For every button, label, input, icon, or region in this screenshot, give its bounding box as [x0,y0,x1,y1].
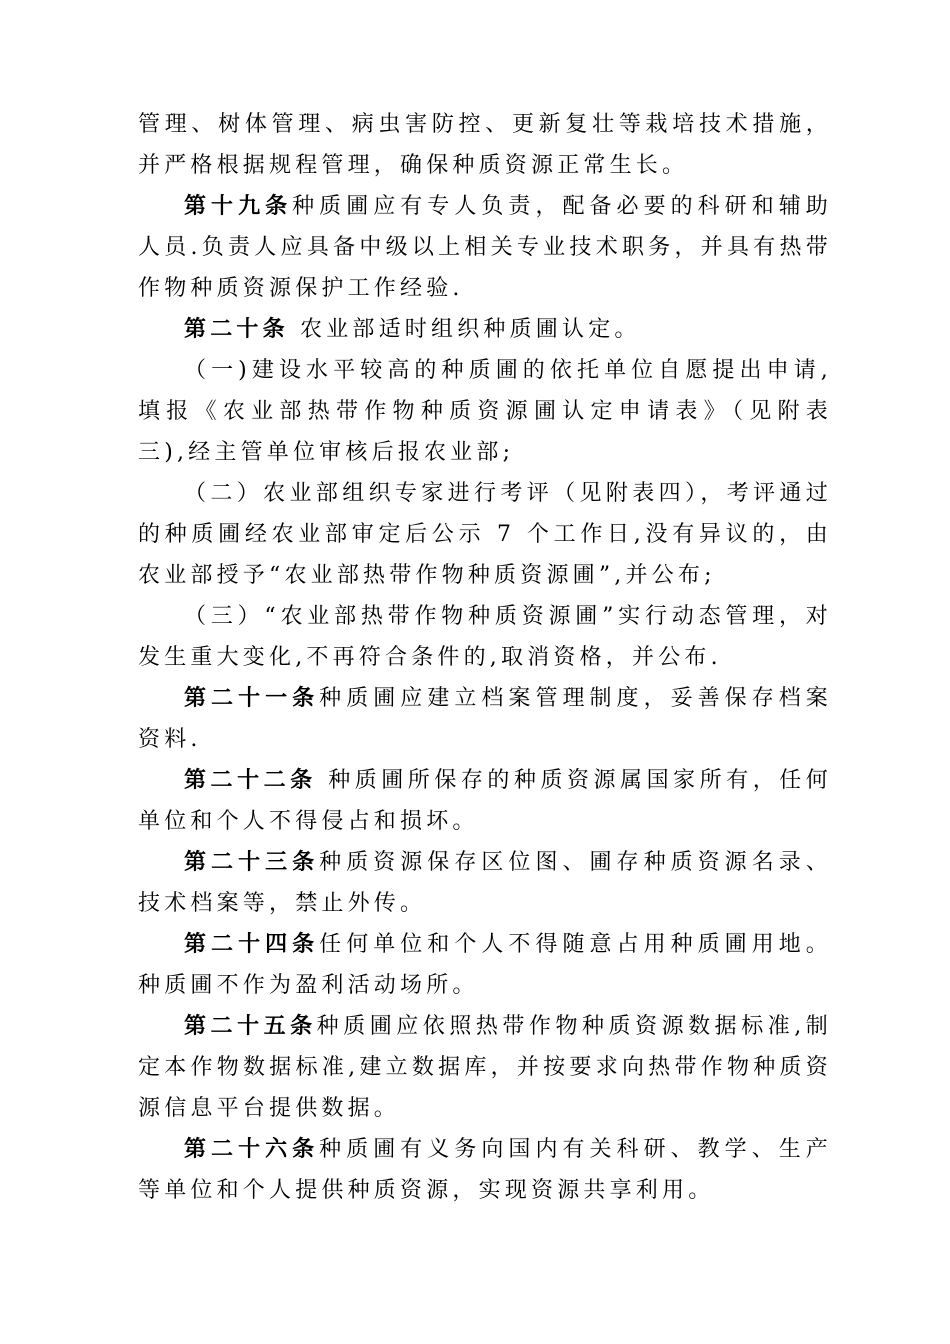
paragraph-text: 管理、树体管理、病虫害防控、更新复壮等栽培技术措施，并严格根据规程管理，确保种质资源正常生长。 [138,112,832,178]
article-heading: 第二十一条 [184,685,320,711]
paragraph-text: 种质圃有义务向国内有关科研、教学、生产等单位和个人提供种质资源，实现资源共享利用。 [138,1137,832,1203]
document-page [138,104,832,1211]
paragraph-text: （三）“农业部热带作物种质资源圃”实行动态管理，对发生重大变化,不再符合条件的,取消资格，并公布. [138,604,832,670]
paragraph-text: 种质圃应依照热带作物种质资源数据标准,制定本作物数据标准,建立数据库，并按要求向热带作物种质资源信息平台提供数据。 [138,1014,832,1121]
paragraph-item-1 [138,350,832,473]
paragraph-article-24 [138,924,832,1006]
paragraph-text: 种质资源保存区位图、圃存种质资源名录、技术档案等，禁止外传。 [138,850,832,916]
paragraph-text: 种质圃应有专人负责，配备必要的科研和辅助人员.负责人应具备中级以上相关专业技术职务，并具有热带作物种质资源保护工作经验. [138,194,832,301]
paragraph-text: （二）农业部组织专家进行考评（见附表四），考评通过的种质圃经农业部审定后公示 7 个工作日,没有异议的，由农业部授予“农业部热带作物种质资源圃”,并公布; [138,481,832,588]
article-heading: 第二十三条 [184,849,320,875]
paragraph-article-21 [138,678,832,760]
paragraph-article-22 [138,760,832,842]
article-heading: 第二十四条 [184,931,320,957]
paragraph-article-26 [138,1129,832,1211]
article-heading: 第二十二条 [184,767,317,793]
paragraph-text: 任何单位和个人不得随意占用种质圃用地。种质圃不作为盈利活动场所。 [138,932,832,998]
paragraph-item-3 [138,596,832,678]
paragraph-text: 农业部适时组织种质圃认定。 [288,317,641,342]
paragraph-text: （一)建设水平较高的种质圃的依托单位自愿提出申请,填报《农业部热带作物种质资源圃认定申请表》（见附表三),经主管单位审核后报农业部; [138,358,832,465]
paragraph-article-25 [138,1006,832,1129]
article-heading: 第二十六条 [184,1136,320,1162]
paragraph-item-2 [138,473,832,596]
paragraph-article-20 [138,309,832,350]
article-heading: 第十九条 [184,193,293,219]
paragraph-text: 种质圃应建立档案管理制度，妥善保存档案资料. [138,686,832,752]
paragraph-article-23 [138,842,832,924]
article-heading: 第二十条 [184,316,289,342]
paragraph-article-19 [138,186,832,309]
paragraph-text: 种质圃所保存的种质资源属国家所有，任何单位和个人不得侵占和损坏。 [138,768,832,834]
paragraph-continuation [138,104,832,186]
article-heading: 第二十五条 [184,1013,317,1039]
